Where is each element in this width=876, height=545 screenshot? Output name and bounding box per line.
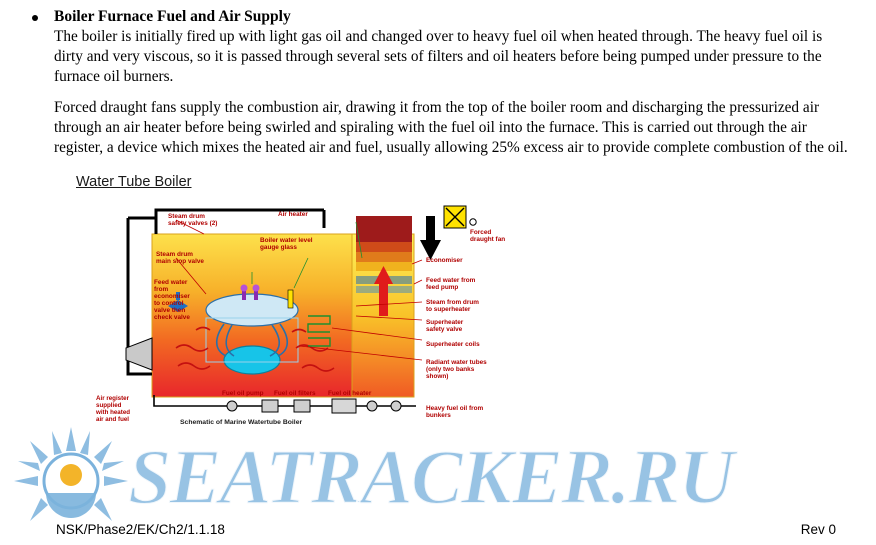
label-fuel-oil-filters: Fuel oil filters	[274, 389, 316, 397]
footer-revision: Rev 0	[800, 522, 836, 537]
label-forced-draught-fan: Forced draught fan	[470, 228, 506, 243]
label-superheater-coils: Superheater coils	[426, 340, 480, 348]
boiler-schematic-svg	[56, 198, 676, 428]
label-main-stop-valve: Steam drum main stop valve	[156, 250, 204, 265]
label-air-heater: Air heater	[278, 210, 308, 218]
fuel-oil-pump-icon	[227, 401, 237, 411]
label-radiant-water-tubes: Radiant water tubes (only two banks shown)	[426, 358, 487, 380]
watermark-text: SEATRACKER.RU	[128, 433, 733, 520]
label-fuel-oil-heater: Fuel oil heater	[328, 389, 372, 397]
fuel-oil-filter-icon	[262, 400, 278, 412]
section-heading: Boiler Furnace Fuel and Air Supply	[54, 8, 291, 25]
sun-logo-icon	[12, 425, 130, 537]
label-feed-water-feed-pump: Feed water from feed pump	[426, 276, 476, 291]
label-steam-to-superheater: Steam from drum to superheater	[426, 298, 479, 313]
page-footer	[56, 522, 836, 537]
paragraph-1: The boiler is initially fired up with light gas oil and changed over to heavy fuel oil when heated through. The heavy fuel oil is dirty and very viscous, so it is passed through several sets of filters and oil heaters before being pumped under pressure to the furnace oil burners.	[54, 28, 823, 86]
label-fuel-oil-pump: Fuel oil pump	[222, 389, 264, 397]
footer-reference: NSK/Phase2/EK/Ch2/1.1.18	[56, 522, 225, 537]
subsection-heading: Water Tube Boiler	[76, 173, 192, 190]
air-down-arrow-icon	[420, 216, 441, 260]
label-feed-water-economiser: Feed water from economiser to control valve then check valve	[154, 278, 190, 321]
steam-drum	[206, 294, 298, 326]
label-gauge-glass: Boiler water level gauge glass	[260, 236, 313, 251]
paragraph-2: Forced draught fans supply the combustion air, drawing it from the top of the boiler room and discharging the pressurized air through an air heater before being swirled and spiraling with the fuel oil into the furnace. This is carried out through the air register, a device which mixes the heated air and fuel, usually allowing 25% excess air to provide complete combustion of the oil.	[54, 98, 848, 156]
gauge-glass-icon	[288, 290, 293, 308]
label-heavy-fuel-oil: Heavy fuel oil from bunkers	[426, 404, 484, 419]
air-register	[126, 338, 152, 370]
bullet-section	[54, 8, 854, 158]
fuel-oil-filter-2-icon	[294, 400, 310, 412]
boiler-diagram-figure	[56, 198, 676, 428]
figure-caption: Schematic of Marine Watertube Boiler	[180, 418, 303, 426]
fuel-oil-heater-icon	[332, 399, 356, 413]
label-superheater-safety-valve: Superheater safety valve	[426, 318, 464, 333]
label-air-register: Air register supplied with heated air and fuel	[96, 394, 131, 423]
label-steam-drum-safety-valves: Steam drum safety valves (2)	[168, 212, 218, 227]
label-economiser: Economiser	[426, 256, 463, 264]
water-drum	[224, 346, 280, 374]
bullet-dot-icon	[32, 15, 38, 21]
